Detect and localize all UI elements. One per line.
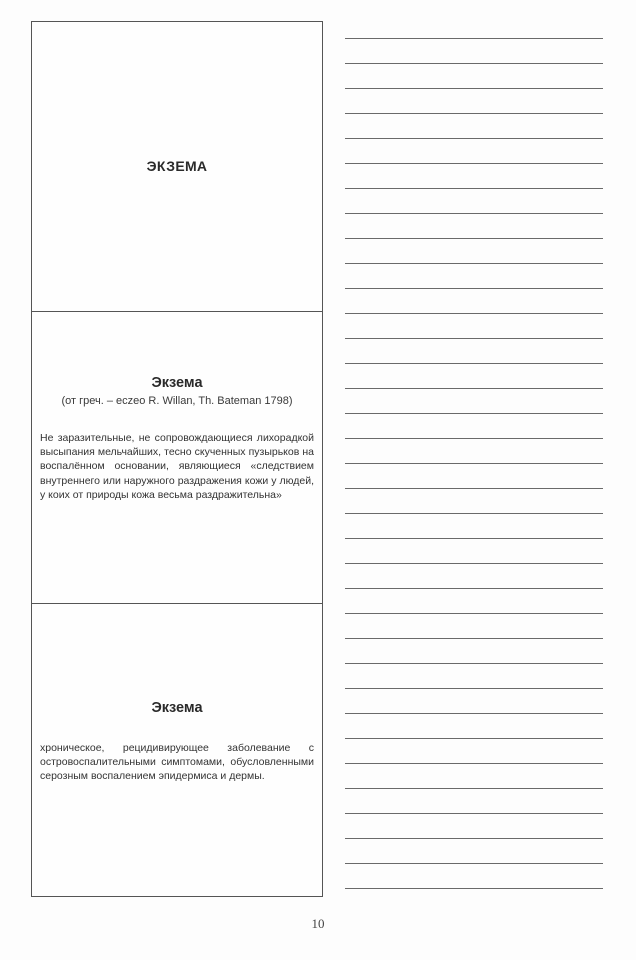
slide-1 <box>32 22 322 312</box>
note-line <box>345 388 603 389</box>
slide-2-title: Экзема <box>151 375 203 391</box>
note-line <box>345 113 603 114</box>
note-line <box>345 863 603 864</box>
note-line <box>345 38 603 39</box>
slide-3-body: хроническое, рецидивирующее заболевание с островоспалительными симптомами, обусловленными серозным воспалением эпидермиса и дермы. <box>40 742 314 783</box>
note-line <box>345 438 603 439</box>
note-line <box>345 63 603 64</box>
slides-column <box>31 21 323 897</box>
note-line <box>345 713 603 714</box>
note-line <box>345 313 603 314</box>
note-line <box>345 338 603 339</box>
slide-2 <box>32 312 322 604</box>
note-line <box>345 213 603 214</box>
slide-2-body: Не заразительные, не сопровождающиеся лихорадкой высыпания мельчайших, тесно скученных пузырьков на воспалённом основании, являющиеся «следствием внутреннего или наружного раздражения кожи у людей, у коих от природы кожа весьма раздражительна» <box>40 432 314 501</box>
note-line <box>345 163 603 164</box>
note-line <box>345 88 603 89</box>
note-line <box>345 788 603 789</box>
page-number: 10 <box>311 916 325 931</box>
note-line <box>345 588 603 589</box>
slide-3-title: Экзема <box>151 700 203 716</box>
slide-1-title: ЭКЗЕМА <box>146 158 208 174</box>
slide-2-subtitle: (от греч. – eczeo R. Willan, Th. Bateman 1798) <box>61 395 293 407</box>
note-line <box>345 663 603 664</box>
note-line <box>345 688 603 689</box>
note-line <box>345 888 603 889</box>
note-line <box>345 488 603 489</box>
note-line <box>345 413 603 414</box>
note-line <box>345 238 603 239</box>
note-line <box>345 838 603 839</box>
note-line <box>345 188 603 189</box>
note-line <box>345 288 603 289</box>
notes-lines <box>345 24 603 894</box>
note-line <box>345 463 603 464</box>
note-line <box>345 738 603 739</box>
note-line <box>345 513 603 514</box>
note-line <box>345 263 603 264</box>
note-line <box>345 613 603 614</box>
note-line <box>345 638 603 639</box>
note-line <box>345 563 603 564</box>
note-line <box>345 138 603 139</box>
note-line <box>345 363 603 364</box>
slide-3 <box>32 604 322 896</box>
note-line <box>345 538 603 539</box>
note-line <box>345 813 603 814</box>
note-line <box>345 763 603 764</box>
